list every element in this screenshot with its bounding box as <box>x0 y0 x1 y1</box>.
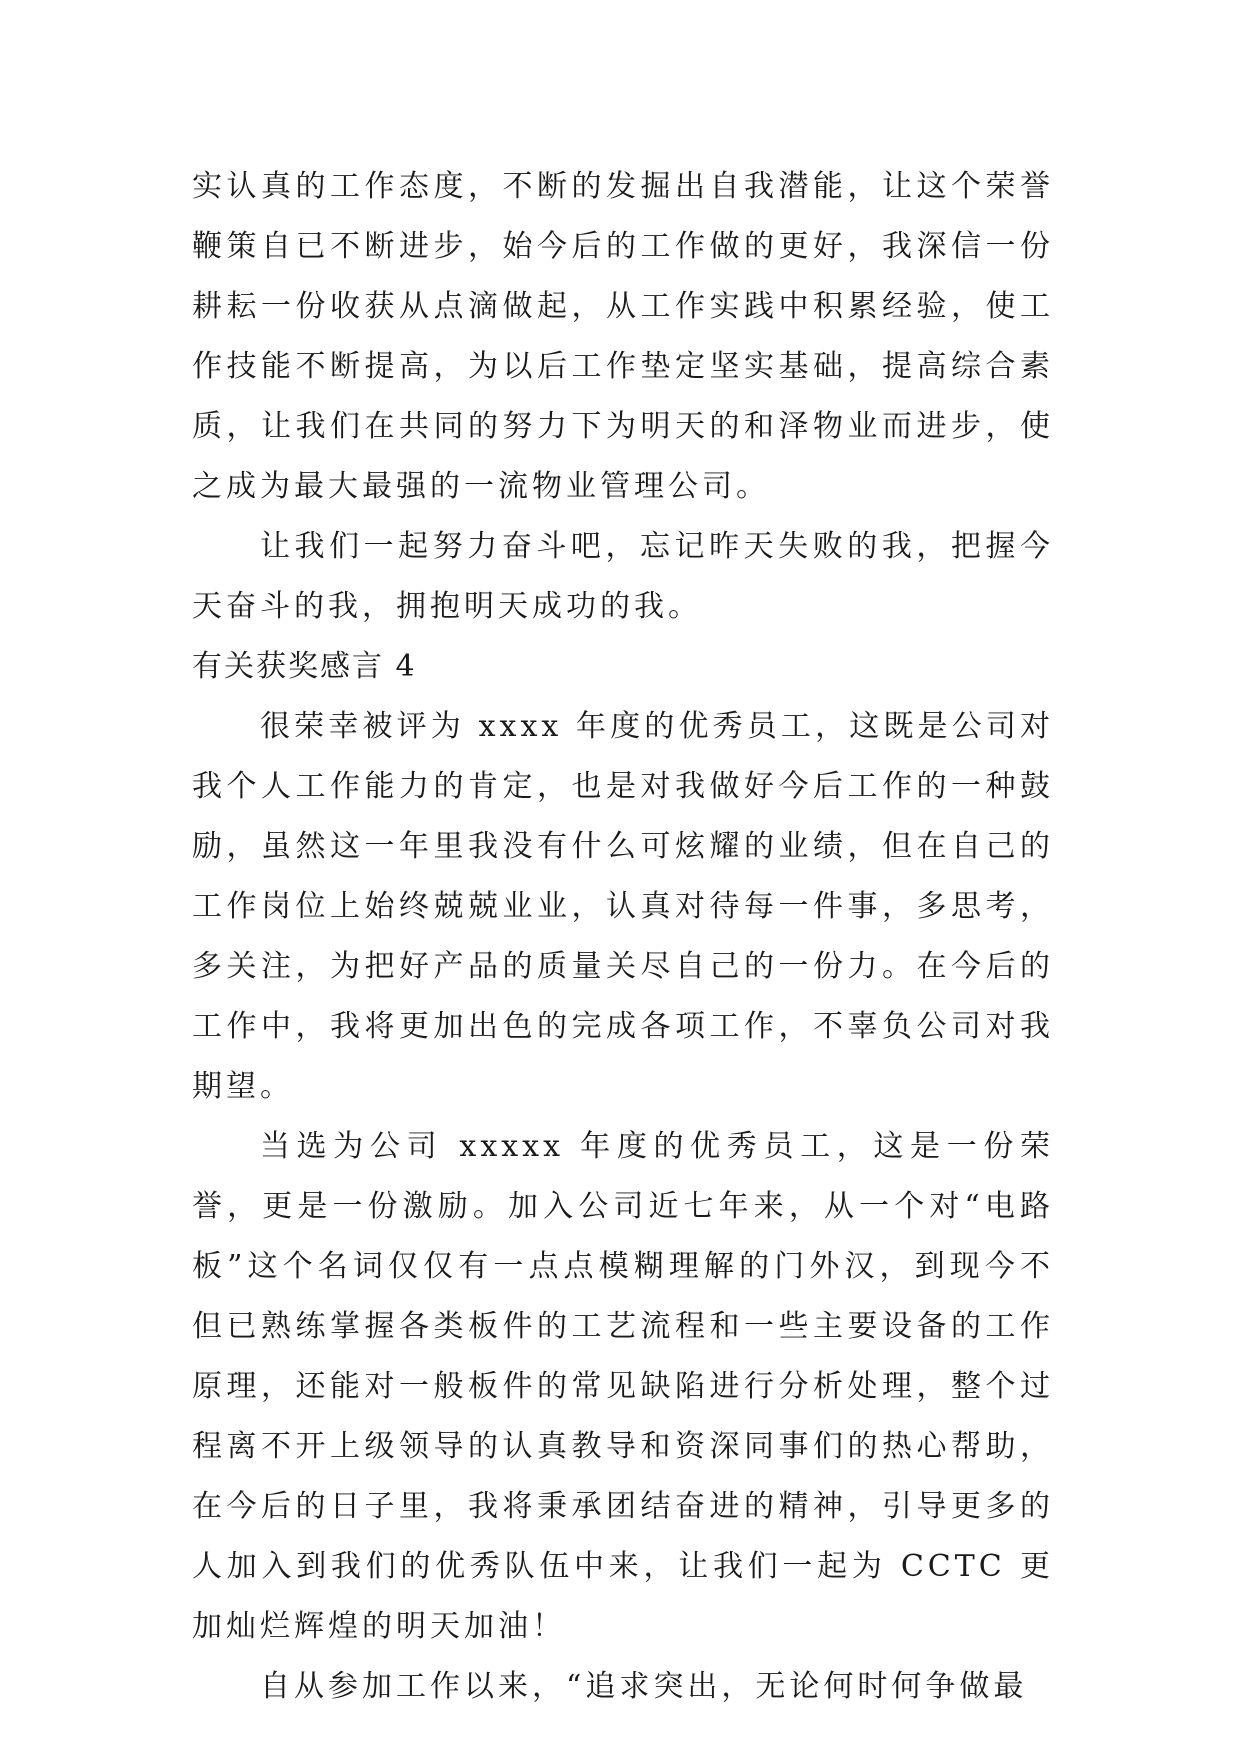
paragraph-award-2: 当选为公司 xxxxx 年度的优秀员工，这是一份荣誉，更是一份激励。加入公司近七年来，从一个对“电路板”这个名词仅仅有一点点模糊理解的门外汉，到现今不但已熟练掌握各类板件的工艺流程和一些主要设备的工作原理，还能对一般板件的常见缺陷进行分析处理，整个过程离不开上级领导的认真教导和资深同事们的热心帮助，在今后的日子里，我将秉承团结奋进的精神，引导更多的人加入到我们的优秀队伍中来，让我们一起为 CCTC 更加灿烂辉煌的明天加油！ <box>192 1129 1054 1644</box>
section-heading: 有关获奖感言 4 <box>192 649 417 684</box>
document-body <box>192 157 1054 1717</box>
paragraph-award-3: 自从参加工作以来，“追求突出，无论何时何争做最 <box>260 1669 1028 1704</box>
paragraph-continuation: 实认真的工作态度，不断的发掘出自我潜能，让这个荣誉鞭策自已不断进步，始今后的工作做的更好，我深信一份耕耘一份收获从点滴做起，从工作实践中积累经验，使工作技能不断提高，为以后工作垫定坚实基础，提高综合素质，让我们在共同的努力下为明天的和泽物业而进步，使之成为最大最强的一流物业管理公司。 <box>192 169 1054 504</box>
paragraph-award-1: 很荣幸被评为 xxxx 年度的优秀员工，这既是公司对我个人工作能力的肯定，也是对我做好今后工作的一种鼓励，虽然这一年里我没有什么可炫耀的业绩，但在自己的工作岗位上始终兢兢业业，认真对待每一件事，多思考，多关注，为把好产品的质量关尽自己的一份力。在今后的工作中，我将更加出色的完成各项工作，不辜负公司对我期望。 <box>192 709 1054 1104</box>
paragraph-encouragement: 让我们一起努力奋斗吧，忘记昨天失败的我，把握今天奋斗的我，拥抱明天成功的我。 <box>192 529 1054 624</box>
